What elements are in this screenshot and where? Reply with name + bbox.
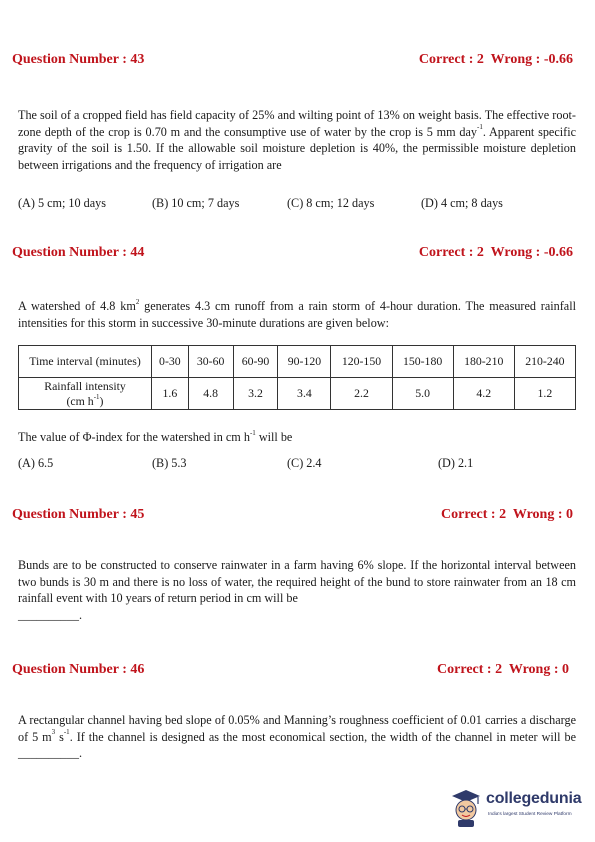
question-text-46: A rectangular channel having bed slope of 0.05% and Manning’s roughness coefficient of 0.01 carries a discharge of 5 $m^3$ $s^{-1}$. If the channel is designed as the most economical section, the width of the channel in meter will be __________. [18,713,576,760]
question-number: Question Number : 46 [12,662,145,677]
student-mascot-icon [448,788,484,828]
options-44 [18,456,558,472]
option-c: (C) 2.4 [287,456,322,470]
option-a: (A) 5 cm; 10 days [18,196,107,210]
question-header-43 [12,52,573,70]
question-text-43: The soil of a cropped field has field capacity of 25% and wilting point of 13% on weight basis. The effective root-zone depth of the crop is 0.70 m and the consumptive use of water by the crop is 5 mm day$^{-1}$. Apparent specific gravity of the soil is 1.50. If the allowable soil moisture depletion is 40%, the permissible moisture depletion between irrigations and the frequency of irrigation are [18,108,576,172]
question-header-44 [12,245,573,263]
question-text-45: Bunds are to be constructed to conserve rainwater in a farm having 6% slope. If the horizontal interval between two bunds is 30 m and there is no loss of water, the required height of the bund to store rainwater from an 18 cm rainfall event with 10 years of return period in cm will be __________. [18,558,576,622]
option-a: (A) 6.5 [18,456,54,470]
marking-scheme: Correct : 2 Wrong : 0 [441,507,573,522]
table-cell: 210-240 [514,346,575,378]
question-prompt-44: The value of Φ-index for the watershed in cm $h^{-1}$ will be [18,428,293,444]
option-b: (B) 5.3 [152,456,187,470]
table-cell: 2.2 [331,378,392,410]
marking-scheme: Correct : 2 Wrong : 0 [437,662,569,677]
question-number: Question Number : 44 [12,245,145,260]
brand-tagline: India's largest Student Review Platform [488,812,572,817]
question-number: Question Number : 43 [12,52,145,67]
table-cell: 90-120 [278,346,331,378]
question-header-45 [12,507,573,525]
table-row-label: Time interval (minutes) [19,346,152,378]
table-row-label: Rainfall intensity (cm $h^{-1}$) [19,378,152,410]
table-cell: 60-90 [233,346,278,378]
question-header-46 [12,662,569,680]
table-cell: 150-180 [392,346,453,378]
option-b: (B) 10 cm; 7 days [152,196,240,210]
question-number: Question Number : 45 [12,507,145,522]
marking-scheme: Correct : 2 Wrong : -0.66 [418,245,573,260]
answer-blank: __________. [18,607,82,622]
options-43 [18,196,558,212]
table-cell: 1.2 [514,378,575,410]
brand-name: collegedunia [486,790,582,807]
table-cell: 0-30 [152,346,189,378]
rainfall-table [18,345,576,410]
question-text-44: A watershed of 4.8 $km^2$ generates 4.3 cm runoff from a rain storm of 4-hour duration. The measured rainfall intensities for this storm in successive 30-minute durations are given below: [18,297,576,330]
table-cell: 4.2 [453,378,514,410]
table-cell: 180-210 [453,346,514,378]
option-d: (D) 2.1 [438,456,474,470]
table-row [19,346,576,378]
table-cell: 3.4 [278,378,331,410]
marking-scheme: Correct : 2 Wrong : -0.66 [418,52,573,67]
answer-blank: __________. [18,746,82,760]
collegedunia-logo [448,788,586,832]
table-cell: 1.6 [152,378,189,410]
option-d: (D) 4 cm; 8 days [421,196,503,210]
option-c: (C) 8 cm; 12 days [287,196,375,210]
table-cell: 120-150 [331,346,392,378]
table-row [19,378,576,410]
table-cell: 30-60 [188,346,233,378]
table-cell: 4.8 [188,378,233,410]
table-cell: 3.2 [233,378,278,410]
table-cell: 5.0 [392,378,453,410]
